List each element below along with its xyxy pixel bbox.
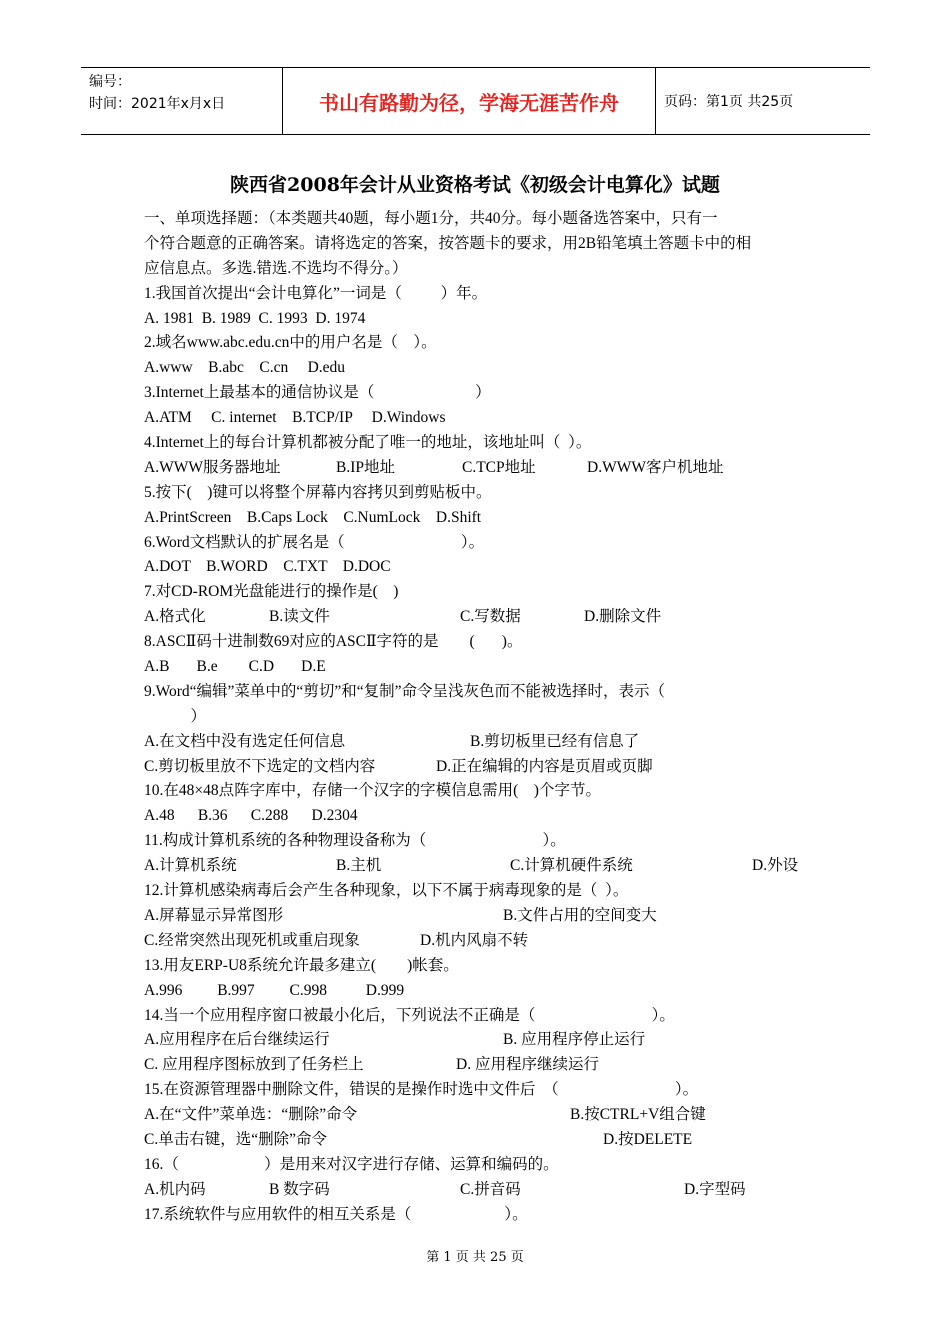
question-text: 17.系统软件与应用软件的相互关系是（ ）。 [144,1205,528,1223]
option-a: A.格式化 [144,608,206,626]
question-text: 5.按下( )键可以将整个屏幕内容拷贝到剪贴板中。 [144,483,492,501]
option-d: D. 应用程序继续运行 [456,1056,599,1074]
question-options [144,755,814,780]
option-b: B.文件占用的空间变大 [503,906,657,924]
option-b: B. 应用程序停止运行 [503,1031,646,1049]
option-c: C.拼音码 [460,1180,521,1198]
option-a: A.计算机系统 [144,857,237,875]
option-c: C.写数据 [460,608,521,626]
question-options: A.B B.e C.D D.E [144,658,326,676]
question-options: A.PrintScreen B.Caps Lock C.NumLock D.Shift [144,508,482,526]
header-page-info: 页码：第1页 共25页 [664,94,794,110]
question-text: 3.Internet上最基本的通信协议是（ ） [144,384,491,402]
question-options [144,605,814,630]
question-options: A.www B.abc C.cn D.edu [144,359,346,377]
question-options [144,929,814,954]
question-text: 2.域名www.abc.edu.cn中的用户名是（ ）。 [144,334,437,352]
question-text: 9.Word“编辑”菜单中的“剪切”和“复制”命令呈浅灰色而不能被选择时，表示（ [144,682,665,700]
intro-line: 应信息点。多选.错选.不选均不得分。） [144,259,408,277]
question-text: 13.用友ERP-U8系统允许最多建立( )帐套。 [144,956,459,974]
option-b: B.按CTRL+V组合键 [570,1106,706,1124]
exam-body [144,207,814,1228]
option-a: A.在“文件”菜单选：“删除”命令 [144,1106,358,1124]
page-header [81,67,870,135]
question-options [144,1103,814,1128]
option-c: C.剪切板里放不下选定的文档内容 [144,757,376,775]
question-options [144,1128,814,1153]
option-b: B.剪切板里已经有信息了 [470,732,640,750]
option-b: B 数字码 [269,1180,330,1198]
question-text: 10.在48×48点阵字库中，存储一个汉字的字模信息需用( )个字节。 [144,782,601,800]
question-text-cont: ） [144,707,207,725]
header-time-label: 时间：2021年x月x日 [89,96,226,112]
question-text: 8.ASCⅡ码十进制数69对应的ASCⅡ字符的是 ( )。 [144,633,523,651]
option-d: D.WWW客户机地址 [587,458,724,476]
page-footer: 第 1 页 共 25 页 [426,1250,524,1265]
option-b: B.读文件 [269,608,330,626]
question-options: A.996 B.997 C.998 D.999 [144,981,405,999]
question-text: 15.在资源管理器中删除文件，错误的是操作时选中文件后 （ ）。 [144,1081,699,1099]
question-options: A. 1981 B. 1989 C. 1993 D. 1974 [144,309,366,327]
question-options [144,730,814,755]
question-text: 16.（ ）是用来对汉字进行存储、运算和编码的。 [144,1155,559,1173]
option-d: D.按DELETE [603,1130,693,1148]
header-meta [81,68,283,134]
intro-line: 个符合题意的正确答案。请将选定的答案，按答题卡的要求，用2B铅笔填土答题卡中的相 [144,234,752,252]
option-a: A.机内码 [144,1180,206,1198]
option-c: C.TCP地址 [462,458,536,476]
option-a: A.应用程序在后台继续运行 [144,1031,330,1049]
option-a: A.屏幕显示异常图形 [144,906,284,924]
intro-line: 一、单项选择题：（本类题共40题，每小题1分，共40分。每小题备选答案中，只有一 [144,210,718,227]
option-c: C.单击右键，选“删除”命令 [144,1130,327,1148]
option-d: D.字型码 [684,1180,746,1198]
option-c: C.经常突然出现死机或重启现象 [144,931,360,949]
question-text: 12.计算机感染病毒后会产生各种现象，以下不属于病毒现象的是（ ）。 [144,882,629,900]
option-b: B.IP地址 [336,458,395,476]
question-options [144,456,814,481]
question-text: 7.对CD-ROM光盘能进行的操作是( ) [144,583,399,601]
option-d: D.正在编辑的内容是页眉或页脚 [436,757,653,775]
option-d: D.外设 [752,857,799,875]
question-options: A.48 B.36 C.288 D.2304 [144,807,358,825]
question-options [144,1178,814,1203]
question-text: 11.构成计算机系统的各种物理设备称为（ ）。 [144,832,566,850]
option-d: D.删除文件 [584,608,662,626]
option-c: C. 应用程序图标放到了任务栏上 [144,1056,364,1074]
option-a: A.WWW服务器地址 [144,458,281,476]
option-c: C.计算机硬件系统 [510,857,633,875]
header-number-label: 编号： [89,74,131,90]
question-text: 4.Internet上的每台计算机都被分配了唯一的地址，该地址叫（ ）。 [144,434,592,452]
option-d: D.机内风扇不转 [420,931,529,949]
question-options: A.ATM C. internet B.TCP/IP D.Windows [144,409,446,427]
question-options [144,854,814,879]
question-options [144,1028,814,1053]
question-text: 14.当一个应用程序窗口被最小化后，下列说法不正确是（ ）。 [144,1006,675,1024]
header-motto: 书山有路勤为径，学海无涯苦作舟 [283,68,656,134]
question-text: 6.Word文档默认的扩展名是（ ）。 [144,533,485,551]
question-options: A.DOT B.WORD C.TXT D.DOC [144,558,391,576]
option-a: A.在文档中没有选定任何信息 [144,732,346,750]
question-options [144,1053,814,1078]
option-b: B.主机 [336,857,382,875]
question-options [144,904,814,929]
question-text: 1.我国首次提出“会计电算化”一词是（ ）年。 [144,284,488,302]
exam-title: 陕西省2008年会计从业资格考试《初级会计电算化》试题 [230,174,720,196]
